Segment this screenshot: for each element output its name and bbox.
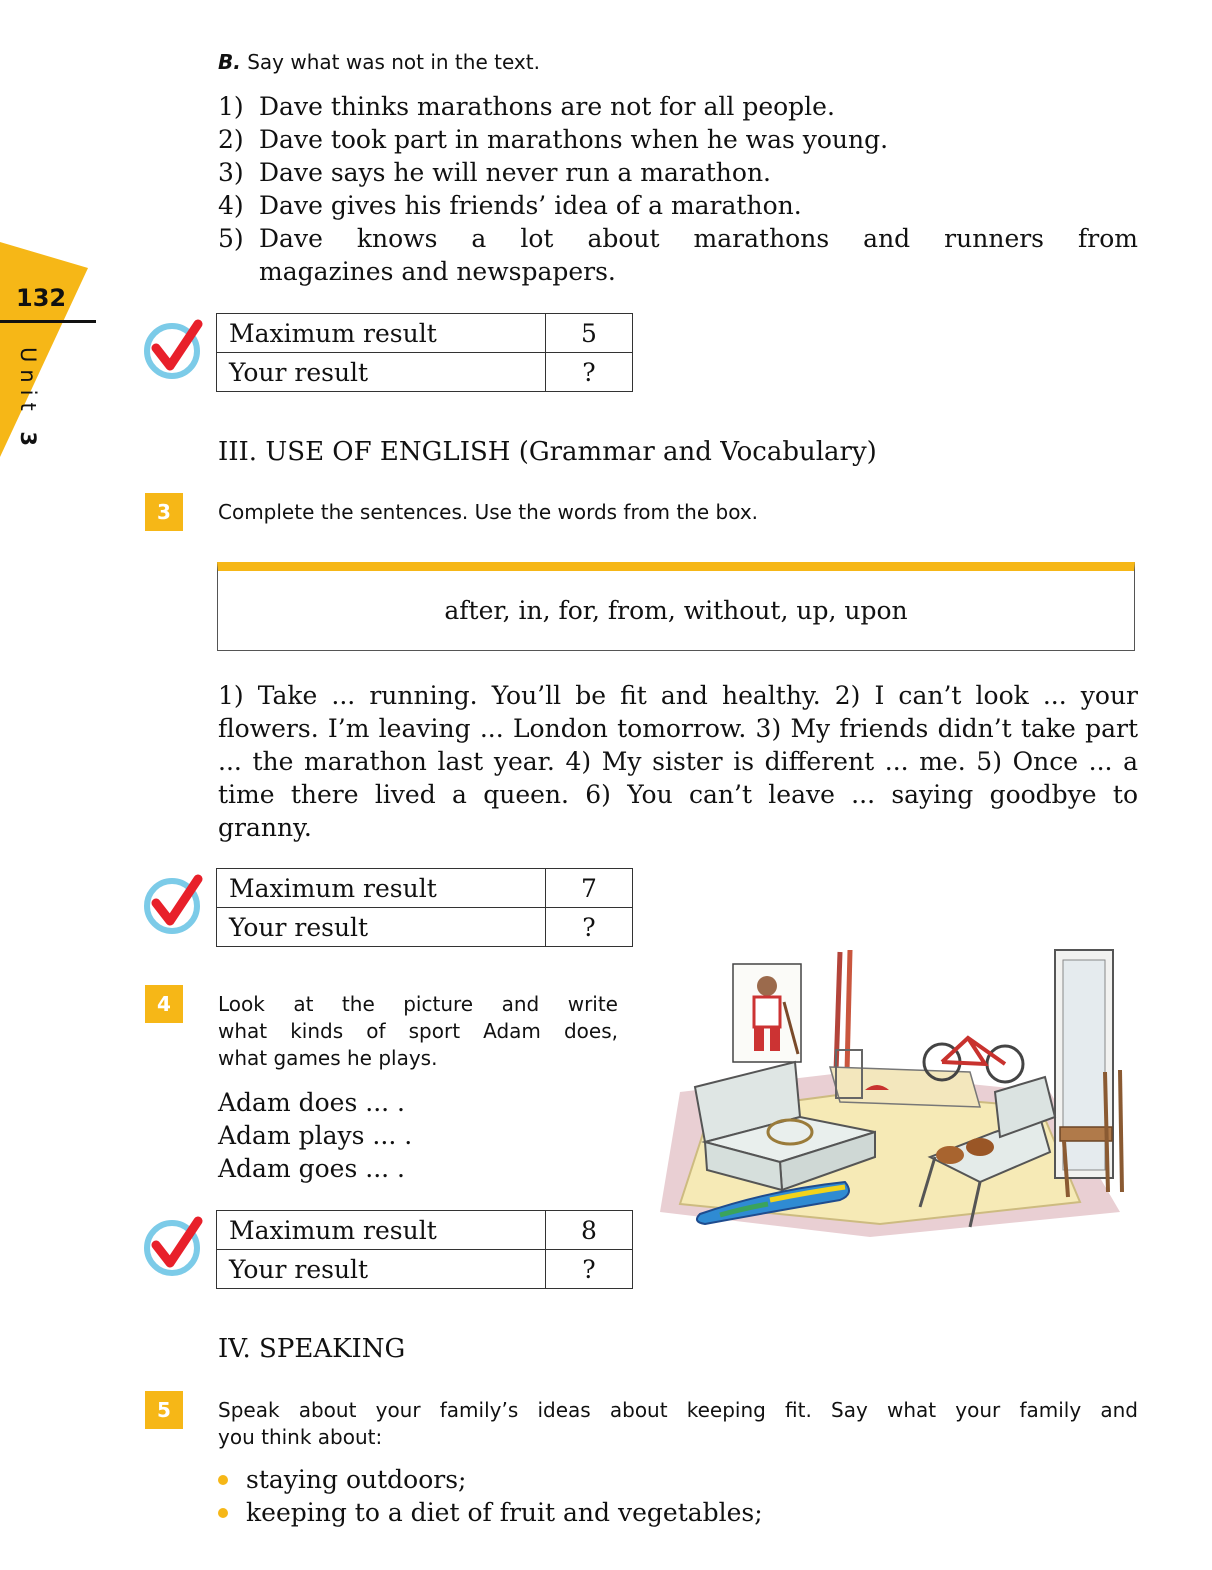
checkmark-icon (142, 318, 204, 380)
item-text: Dave took part in marathons when he was young. (259, 125, 889, 154)
table-row (217, 1250, 633, 1289)
list-item (218, 222, 1138, 255)
task5-bullet-list (218, 1463, 763, 1529)
checkmark-icon (142, 1215, 204, 1277)
instruction-line: what games he plays. (218, 1046, 438, 1070)
your-result-label: Your result (217, 353, 546, 392)
unit-word: Unit (16, 346, 40, 418)
list-item (218, 90, 1138, 123)
item-text: Dave knows a lot about marathons and runners from (259, 224, 1138, 253)
score-table (216, 1210, 633, 1289)
page-tab (0, 242, 95, 457)
bullet-text: staying outdoors; (246, 1465, 467, 1494)
list-item-continuation (218, 255, 1138, 288)
unit-number: 3 (16, 431, 40, 454)
task-number-badge: 3 (145, 493, 183, 531)
max-result-label: Maximum result (217, 1211, 546, 1250)
item-text: Dave says he will never run a marathon. (259, 158, 771, 187)
list-item (218, 1496, 763, 1529)
instruction-line: Look at the picture and write (218, 992, 618, 1016)
table-row (217, 1211, 633, 1250)
task-number-badge: 4 (145, 985, 183, 1023)
word-box-words: after, in, for, from, without, up, upon (444, 596, 908, 625)
your-result-value[interactable]: ? (546, 353, 633, 392)
item-number: 3) (218, 158, 244, 187)
word-box (217, 562, 1135, 651)
task-number-badge: 5 (145, 1391, 183, 1429)
list-item (218, 1463, 763, 1496)
task3-instruction: Complete the sentences. Use the words from the box. (218, 500, 759, 524)
answer-line: Adam goes ... . (218, 1154, 405, 1183)
section-title-speaking: IV. SPEAKING (218, 1334, 406, 1364)
task4-answer-lines (218, 1086, 412, 1185)
item-text: Dave thinks marathons are not for all people. (259, 92, 835, 121)
list-item (218, 123, 1138, 156)
bullet-text: keeping to a diet of fruit and vegetables; (246, 1498, 763, 1527)
checkmark-icon (142, 873, 204, 935)
bullet-icon (218, 1475, 228, 1485)
answer-line: Adam plays ... . (218, 1121, 413, 1150)
score-table (216, 868, 633, 947)
part-b-statements (218, 90, 1138, 288)
part-b-heading (218, 50, 540, 74)
max-result-value: 8 (546, 1211, 633, 1250)
table-row (217, 869, 633, 908)
score-table (216, 313, 633, 392)
bullet-icon (218, 1508, 228, 1518)
page-number-rule (0, 320, 96, 323)
item-text: Dave gives his friends’ idea of a marathon. (259, 191, 802, 220)
item-number: 2) (218, 125, 244, 154)
item-number: 4) (218, 191, 244, 220)
your-result-value[interactable]: ? (546, 908, 633, 947)
max-result-value: 5 (546, 314, 633, 353)
table-row (217, 314, 633, 353)
your-result-label: Your result (217, 1250, 546, 1289)
page-number: 132 (16, 284, 67, 312)
instruction-line: Speak about your family’s ideas about keeping fit. Say what your family and (218, 1398, 1138, 1422)
item-text: magazines and newspapers. (259, 257, 616, 286)
max-result-label: Maximum result (217, 869, 546, 908)
your-result-value[interactable]: ? (546, 1250, 633, 1289)
list-item (218, 156, 1138, 189)
item-number: 1) (218, 92, 244, 121)
task4-instruction (218, 991, 618, 1072)
max-result-value: 7 (546, 869, 633, 908)
max-result-label: Maximum result (217, 314, 546, 353)
part-b-label: B. (218, 50, 241, 74)
task5-instruction (218, 1397, 1138, 1451)
part-b-instruction: Say what was not in the text. (247, 50, 540, 74)
section-title-use-of-english: III. USE OF ENGLISH (Grammar and Vocabulary) (218, 437, 877, 467)
task3-paragraph: 1) Take ... running. You’ll be fit and healthy. 2) I can’t look ... your flowers. I’m leaving ... London tomorrow. 3) My friends didn’t take part ... the marathon last year. 4) My sister is different ... me. 5) Once ... a time there lived a queen. 6) You can’t leave ... saying goodbye to granny. (218, 681, 1138, 842)
list-item (218, 189, 1138, 222)
sports-room-illustration (650, 942, 1140, 1242)
unit-label (16, 347, 40, 453)
table-row (217, 908, 633, 947)
instruction-line: you think about: (218, 1425, 383, 1449)
your-result-label: Your result (217, 908, 546, 947)
item-number: 5) (218, 224, 244, 253)
answer-line: Adam does ... . (218, 1088, 405, 1117)
instruction-line: what kinds of sport Adam does, (218, 1019, 618, 1043)
table-row (217, 353, 633, 392)
